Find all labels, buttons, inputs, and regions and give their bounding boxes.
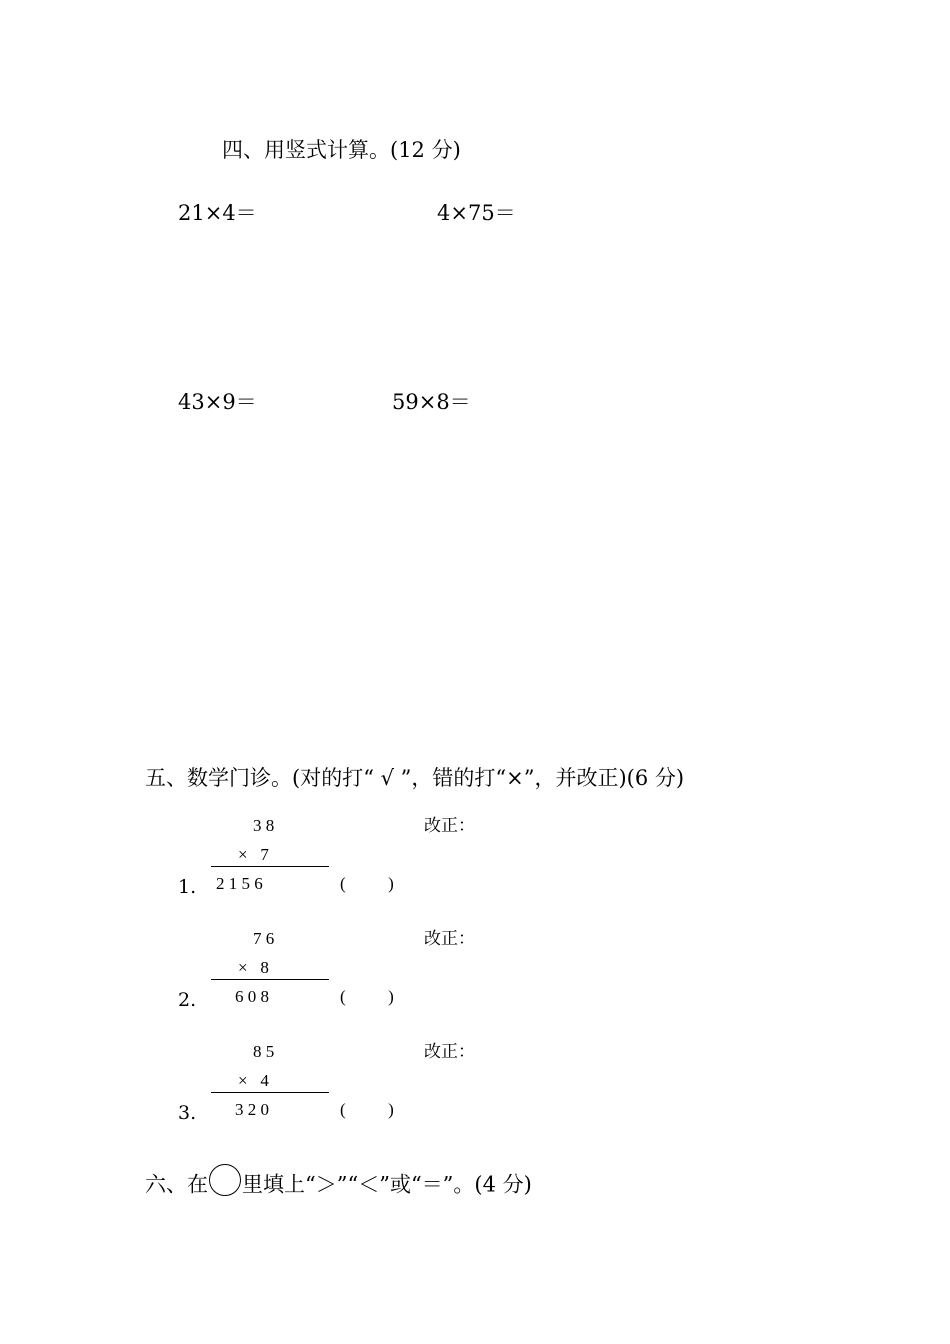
multiplicand: 7 6 [253, 929, 275, 948]
product: 2 1 5 6 [216, 874, 263, 893]
correction-label: 改正： [424, 929, 475, 949]
correction-label: 改正： [424, 816, 475, 836]
multiplier: × 8 [238, 958, 269, 977]
answer-parentheses[interactable]: ( ) [340, 1100, 394, 1119]
result-line [211, 1092, 329, 1093]
item-number: 1. [178, 876, 197, 898]
problem-3: 43×9＝ [178, 390, 257, 414]
section-6-heading-start: 六、在 [145, 1172, 208, 1197]
multiplicand: 3 8 [253, 816, 275, 835]
result-line [211, 866, 329, 867]
item-number: 3. [178, 1102, 197, 1124]
multiplier: × 7 [238, 845, 269, 864]
problem-1: 21×4＝ [178, 201, 257, 225]
correction-label: 改正： [424, 1042, 475, 1062]
answer-parentheses[interactable]: ( ) [340, 874, 394, 893]
problem-4: 59×8＝ [392, 390, 471, 414]
answer-parentheses[interactable]: ( ) [340, 987, 394, 1006]
multiplier: × 4 [238, 1071, 269, 1090]
product: 3 2 0 [235, 1100, 269, 1119]
problem-2: 4×75＝ [437, 201, 516, 225]
circle-icon [209, 1164, 241, 1196]
section-4-heading: 四、用竖式计算。(12 分) [222, 138, 461, 162]
product: 6 0 8 [235, 987, 269, 1006]
item-number: 2. [178, 989, 197, 1011]
section-5-heading: 五、数学门诊。(对的打“ √ ”，错的打“×”，并改正)(6 分) [145, 766, 685, 790]
result-line [211, 979, 329, 980]
section-6-heading-end: 里填上“＞”“＜”或“＝”。(4 分) [242, 1172, 532, 1197]
section-6-heading [145, 1170, 532, 1202]
multiplicand: 8 5 [253, 1042, 275, 1061]
